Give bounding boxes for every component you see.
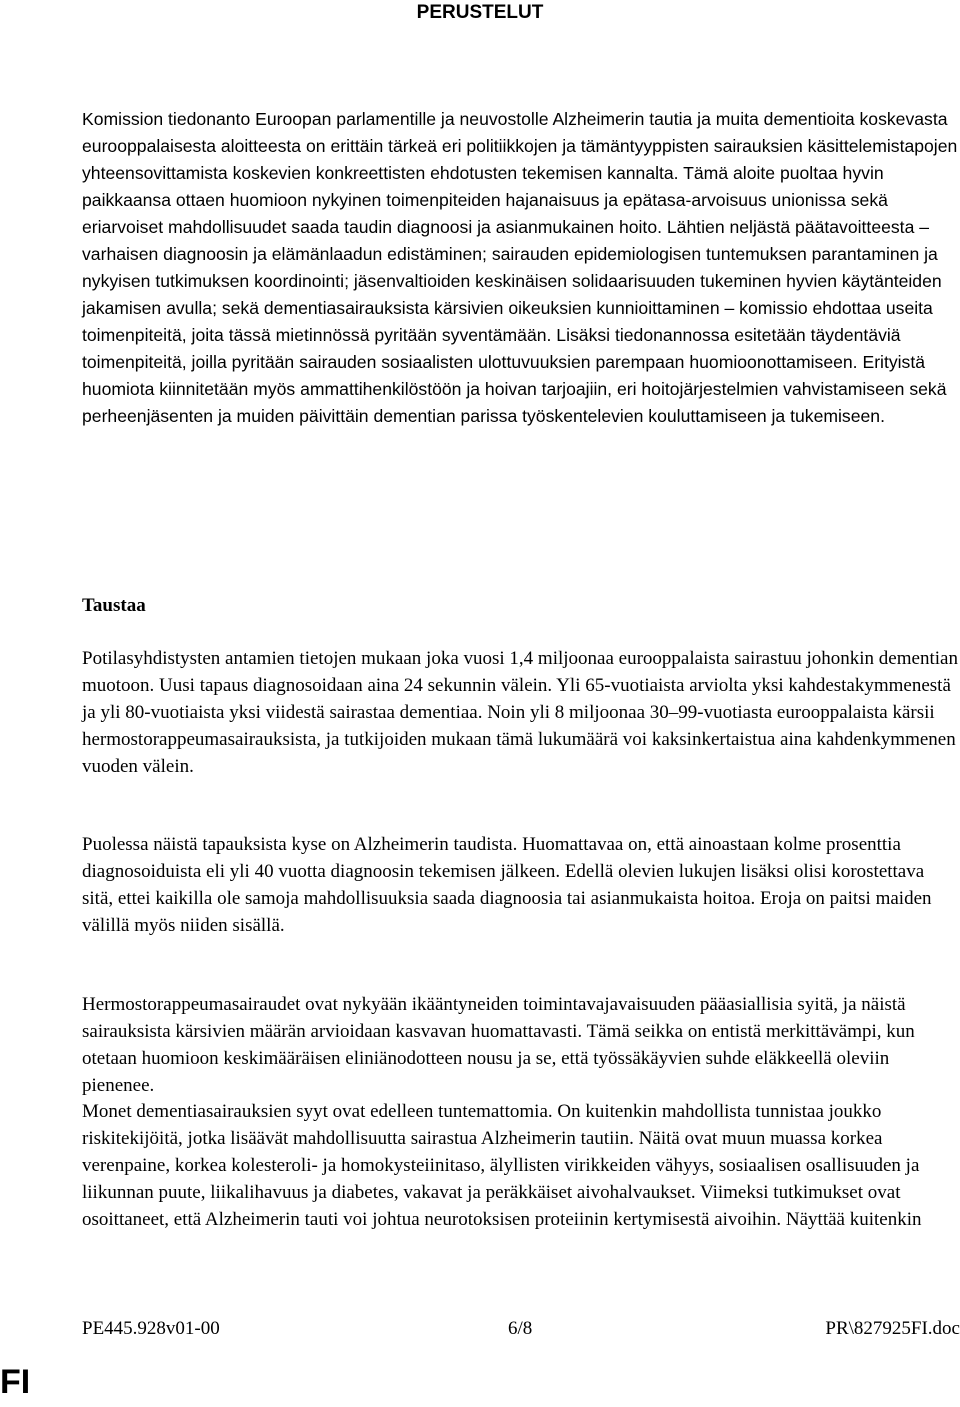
footer-document-id: PR\827925FI.doc	[825, 1318, 960, 1339]
language-code: FI	[0, 1363, 31, 1401]
intro-paragraph: Komission tiedonanto Euroopan parlamentille ja neuvostolle Alzheimerin tautia ja muita dementioita koskevasta eurooppalaisesta aloitteesta on erittäin tärkeä eri politiikkojen ja tämäntyyppisten sairauksien käsittelemistapojen yhteensovittamista koskevien konkreettisten ehdotusten tekemisen kannalta. Tämä aloite puoltaa hyvin paikkaansa ottaen huomioon nykyinen toimenpiteiden hajanaisuus ja epätasa-arvoisuus unionissa sekä eriarvoiset mahdollisuudet saada taudin diagnoosi ja asianmukainen hoito. Lähtien neljästä päätavoitteesta – varhaisen diagnoosin ja elämänlaadun edistäminen; sairauden epidemiologisen tuntemuksen parantaminen ja nykyisen tutkimuksen koordinointi; jäsenvaltioiden keskinäisen solidaarisuuden tukeminen hyvien käytänteiden jakamisen avulla; sekä dementiasairauksista kärsivien oikeuksien kunnioittaminen – komissio ehdottaa useita toimenpiteitä, joita tässä mietinnössä pyritään syventämään. Lisäksi tiedonannossa esitetään täydentäviä toimenpiteitä, joilla pyritään sairauden sosiaalisten ulottuvuuksien parempaan huomioonottamiseen. Erityistä huomiota kiinnitetään myös ammattihenkilöstöön ja hoivan tarjoajiin, eri hoitojärjestelmien vahvistamiseen sekä perheenjäsenten ja muiden päivittäin dementian parissa työskentelevien kouluttamiseen ja tukemiseen.	[82, 109, 958, 426]
footer-page-number: 6/8	[508, 1318, 533, 1339]
background-paragraph-2: Puolessa näistä tapauksista kyse on Alzheimerin taudista. Huomattavaa on, että ainoastaan kolme prosenttia diagnosoiduista eli yli 40 vuotta diagnoosin tekemisen jälkeen. Edellä olevien lukujen lisäksi olisi korostettava sitä, ettei kaikilla ole samoja mahdollisuuksia saada diagnoosia tai asianmukaista hoitoa. Eroja on paitsi maiden välillä myös niiden sisällä.	[82, 834, 932, 936]
page-title: PERUSTELUT	[416, 2, 544, 23]
background-paragraph-3: Hermostorappeumasairaudet ovat nykyään ikääntyneiden toimintavajavaisuuden pääasiallisia syitä, ja näistä sairauksista kärsivien määrän arvioidaan kasvavan huomattavasti. Tämä seikka on entistä merkittävämpi, kun otetaan huomioon keskimääräisen eliniänodotteen nousu ja se, että työssäkäyvien suhde eläkkeellä oleviin pienenee.	[82, 994, 915, 1096]
footer-reference: PE445.928v01-00	[82, 1318, 220, 1339]
section-heading-background: Taustaa	[82, 595, 146, 616]
page-footer	[82, 1316, 960, 1342]
background-paragraph-4: Monet dementiasairauksien syyt ovat edelleen tuntemattomia. On kuitenkin mahdollista tunnistaa joukko riskitekijöitä, jotka lisäävät mahdollisuutta sairastua Alzheimerin tautiin. Näitä ovat muun muassa korkea verenpaine, korkea kolesteroli- ja homokysteiinitaso, älyllisten virikkeiden vähyys, sosiaalisen osallisuuden ja liikunnan puute, liikalihavuus ja diabetes, vakavat ja peräkkäiset aivohalvaukset. Viimeksi tutkimukset ovat osoittaneet, että Alzheimerin tauti voi johtua neurotoksisen proteiinin kertymisestä aivoihin. Näyttää kuitenkin	[82, 1101, 922, 1230]
background-paragraph-1: Potilasyhdistysten antamien tietojen mukaan joka vuosi 1,4 miljoonaa eurooppalaista sairastuu johonkin dementian muotoon. Uusi tapaus diagnosoidaan aina 24 sekunnin välein. Yli 65-vuotiaista arviolta yksi kahdestakymmenestä ja yli 80-vuotiaista yksi viidestä sairastaa dementiaa. Noin yli 8 miljoonaa 30–99-vuotiasta eurooppalaista kärsii hermostorappeumasairauksista, ja tutkijoiden mukaan tämä lukumäärä voi kaksinkertaistua aina kahdenkymmenen vuoden välein.	[82, 648, 958, 777]
